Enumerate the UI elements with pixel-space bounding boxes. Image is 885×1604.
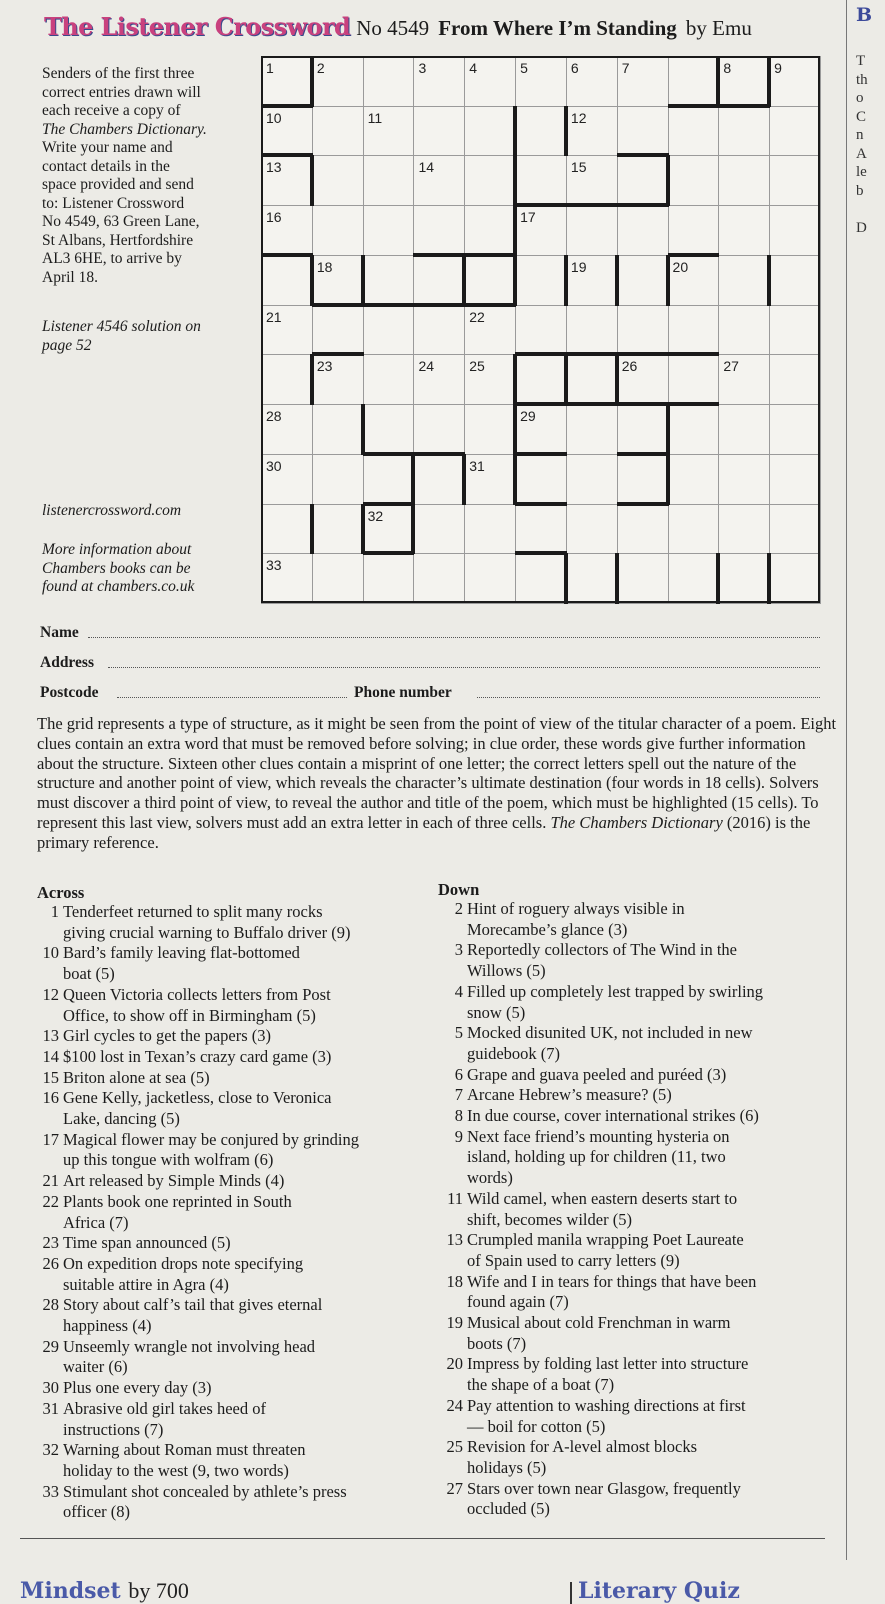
chambers-note-line: More information about xyxy=(42,541,192,558)
down-clue-7 xyxy=(441,1085,841,1106)
adjacent-text-fragment: A xyxy=(856,145,867,162)
clue-text: Warning about Roman must threaten xyxy=(63,1440,306,1460)
across-clue-1 xyxy=(37,902,437,943)
clue-text: officer (8) xyxy=(63,1502,131,1522)
clue-number-label: 7 xyxy=(454,1085,463,1105)
clue-text: Stars over town near Glasgow, frequently xyxy=(467,1478,741,1498)
clue-number: 29 xyxy=(520,408,536,425)
clue-text: boat (5) xyxy=(63,964,115,984)
puzzle-number: No 4549 xyxy=(356,16,430,40)
down-clue-6 xyxy=(441,1065,841,1086)
clue-text: of Spain used to carry letters (9) xyxy=(467,1250,680,1270)
clue-number: 15 xyxy=(570,159,587,176)
across-clues xyxy=(37,902,437,1523)
adjacent-text-fragment: n xyxy=(856,127,864,143)
clue-number-label: 14 xyxy=(42,1046,59,1066)
clue-number-label: 29 xyxy=(42,1336,59,1356)
preamble-dictionary: The Chambers Dictionary xyxy=(550,812,723,832)
clue-number: 5 xyxy=(520,60,528,76)
address-line: contact details in the xyxy=(42,157,170,175)
address-line: AL3 6HE, to arrive by xyxy=(42,250,182,267)
clue-text: Briton alone at sea (5) xyxy=(63,1067,210,1087)
postcode-label: Postcode xyxy=(40,684,99,701)
clue-number: 22 xyxy=(469,308,485,325)
across-clue-21 xyxy=(37,1171,437,1192)
puzzle-header xyxy=(44,12,752,41)
across-heading: Across xyxy=(37,883,85,902)
crossword-grid[interactable] xyxy=(261,56,820,603)
grid-frame xyxy=(261,56,820,603)
clue-number-label: 22 xyxy=(42,1191,59,1211)
clue-number-label: 9 xyxy=(454,1126,463,1146)
across-clue-17 xyxy=(37,1130,437,1171)
clue-text: Gene Kelly, jacketless, close to Veronica xyxy=(63,1088,332,1108)
clue-number: 25 xyxy=(469,358,485,375)
clue-text: Wild camel, when eastern deserts start to xyxy=(467,1188,738,1208)
footer-rule xyxy=(20,1538,825,1539)
across-clue-26 xyxy=(37,1254,437,1295)
footer-left-title: Mindset xyxy=(20,1578,121,1604)
phone-field[interactable] xyxy=(477,697,820,698)
phone-label: Phone number xyxy=(354,684,452,701)
clue-text: Stimulant shot concealed by athlete’s press xyxy=(63,1481,347,1501)
clue-number-label: 19 xyxy=(446,1313,463,1333)
clue-number-label: 18 xyxy=(446,1271,463,1291)
clue-text: Impress by folding last letter into structure xyxy=(467,1354,749,1374)
clue-text: Office, to show off in Birmingham (5) xyxy=(63,1005,316,1025)
clue-number-label: 30 xyxy=(42,1378,59,1398)
clue-number-label: 32 xyxy=(42,1440,59,1460)
clue-number-label: 3 xyxy=(454,940,463,960)
across-clue-14 xyxy=(37,1047,437,1068)
clue-number-label: 23 xyxy=(42,1233,59,1253)
solution-note xyxy=(42,318,252,355)
clue-number: 16 xyxy=(266,209,282,226)
clue-number: 26 xyxy=(621,358,638,375)
clue-number-label: 21 xyxy=(42,1171,59,1191)
down-clue-25 xyxy=(441,1437,841,1478)
clue-text: Revision for A-level almost blocks xyxy=(467,1437,698,1457)
clue-number: 17 xyxy=(520,209,536,226)
name-label: Name xyxy=(40,624,79,641)
address-line: St Albans, Hertfordshire xyxy=(42,231,194,249)
across-clue-33 xyxy=(37,1482,437,1523)
across-clue-32 xyxy=(37,1440,437,1481)
clue-number: 3 xyxy=(418,60,427,76)
puzzle-title: From Where I’m Standing xyxy=(438,16,677,40)
clue-number: 1 xyxy=(266,60,274,76)
address-field[interactable] xyxy=(108,667,820,668)
chambers-note-line: found at chambers.co.uk xyxy=(42,578,195,595)
clue-number: 20 xyxy=(672,258,689,275)
clue-text: Tenderfeet returned to split many rocks xyxy=(63,902,323,921)
clue-text: Magical flower may be conjured by grinding xyxy=(63,1129,359,1149)
across-clue-15 xyxy=(37,1068,437,1089)
clue-number-label: 26 xyxy=(42,1253,59,1273)
clue-text: Willows (5) xyxy=(467,961,546,981)
clue-number: 21 xyxy=(266,308,282,325)
clue-text: Filled up completely lest trapped by swirling xyxy=(467,981,764,1001)
address-line: April 18. xyxy=(42,268,98,286)
clue-number-label: 25 xyxy=(446,1437,463,1457)
down-clue-13 xyxy=(441,1230,841,1271)
clue-text: Mocked disunited UK, not included in new xyxy=(467,1023,753,1043)
clue-text: Wife and I in tears for things that have been xyxy=(467,1271,757,1291)
clue-number: 24 xyxy=(418,358,435,375)
clue-text: Plants book one reprinted in South xyxy=(63,1191,292,1211)
clue-number-label: 28 xyxy=(42,1295,59,1315)
clue-number: 12 xyxy=(570,109,587,126)
puzzle-preamble xyxy=(37,714,837,853)
clue-text: waiter (6) xyxy=(63,1357,128,1377)
down-clue-8 xyxy=(441,1106,841,1127)
clue-number-label: 16 xyxy=(42,1088,59,1108)
clue-number-label: 5 xyxy=(454,1023,463,1043)
across-clue-23 xyxy=(37,1233,437,1254)
clue-number-label: 6 xyxy=(454,1064,463,1084)
down-clue-19 xyxy=(441,1313,841,1354)
clue-number-label: 20 xyxy=(446,1354,463,1374)
clue-number-label: 12 xyxy=(42,984,59,1004)
clue-text: Pay attention to washing directions at first xyxy=(467,1395,746,1415)
clue-text: instructions (7) xyxy=(63,1419,164,1439)
clue-number: 10 xyxy=(266,109,282,126)
clue-number: 7 xyxy=(621,60,630,76)
across-clue-12 xyxy=(37,985,437,1026)
footer-literary-quiz: Literary Quiz xyxy=(578,1578,740,1604)
name-field[interactable] xyxy=(88,637,820,638)
clue-number: 14 xyxy=(418,159,435,176)
adjacent-text-fragment: C xyxy=(856,108,867,125)
adjacent-text-fragment: D xyxy=(856,219,867,236)
clue-number-label: 17 xyxy=(42,1129,59,1149)
clue-text: holidays (5) xyxy=(467,1457,547,1477)
down-clue-5 xyxy=(441,1023,841,1064)
adjacent-column-tag: B xyxy=(856,4,873,26)
clue-text: island, holding up for children (11, two xyxy=(467,1147,726,1167)
clue-text: Lake, dancing (5) xyxy=(63,1109,180,1129)
across-clue-29 xyxy=(37,1337,437,1378)
preamble-text: The grid represents a type of structure, as it might be seen from the point of view of the titular character of a poem. Eight clues contain an extra word that must be removed before solving; in clue order, these words give further information about the structure. Sixteen other clues contain a misprint of one letter; the correct letters spell out the nature of the structure and another point of view, which reveals the character’s ultimate destination (four words in 18 cells). Solvers must discover a third point of view, to reveal the author and title of the poem, which must be highlighted (15 cells). To represent this last view, solvers must add an extra letter in each of three cells. xyxy=(37,714,837,832)
clue-number-label: 13 xyxy=(42,1026,59,1046)
address-line: to: Listener Crossword xyxy=(42,194,185,212)
postcode-field[interactable] xyxy=(117,697,347,698)
clue-number: 18 xyxy=(316,258,333,275)
adjacent-text-fragment xyxy=(856,200,868,219)
footer-next-puzzle xyxy=(20,1578,189,1604)
clue-text: occluded (5) xyxy=(467,1499,550,1519)
address-line: No 4549, 63 Green Lane, xyxy=(42,213,200,230)
across-clue-31 xyxy=(37,1399,437,1440)
clue-number: 4 xyxy=(469,60,478,76)
down-clue-11 xyxy=(441,1189,841,1230)
down-clues xyxy=(441,899,841,1520)
down-heading: Down xyxy=(438,880,480,899)
adjacent-text-fragment: th xyxy=(856,71,868,88)
clue-number-label: 24 xyxy=(446,1395,463,1415)
clue-text: words) xyxy=(467,1168,513,1188)
clue-number-label: 27 xyxy=(446,1478,463,1498)
adjacent-column xyxy=(852,0,885,1600)
clue-text: $100 lost in Texan’s crazy card game (3) xyxy=(63,1046,332,1066)
adjacent-column-text xyxy=(856,52,868,237)
across-clue-10 xyxy=(37,943,437,984)
footer-left-byline: by 700 xyxy=(128,1578,189,1603)
clue-text: holiday to the west (9, two words) xyxy=(63,1460,289,1480)
prize-line: Senders of the first three xyxy=(42,65,195,82)
clue-number: 13 xyxy=(266,159,282,176)
adjacent-text-fragment: le xyxy=(856,164,867,180)
clue-text: Art released by Simple Minds (4) xyxy=(63,1171,285,1191)
clue-number: 2 xyxy=(316,60,325,76)
clue-number: 23 xyxy=(316,358,333,375)
down-clue-18 xyxy=(441,1272,841,1313)
adjacent-text-fragment: o xyxy=(856,90,864,106)
clue-text: happiness (4) xyxy=(63,1316,152,1336)
clue-text: Bard’s family leaving flat-bottomed xyxy=(63,943,300,963)
address-line: space provided and send xyxy=(42,176,194,193)
down-clue-2 xyxy=(441,899,841,940)
clue-text: Unseemly wrangle not involving head xyxy=(63,1336,316,1356)
clue-number: 11 xyxy=(367,109,383,126)
down-clue-20 xyxy=(441,1354,841,1395)
clue-text: snow (5) xyxy=(467,1002,526,1022)
clue-text: Morecambe’s glance (3) xyxy=(467,919,628,939)
clue-text: boots (7) xyxy=(467,1333,527,1353)
clue-text: Musical about cold Frenchman in warm xyxy=(467,1313,731,1333)
clue-number: 6 xyxy=(570,60,579,76)
clue-number: 32 xyxy=(367,507,384,524)
across-clue-30 xyxy=(37,1378,437,1399)
preamble-text-end: (2016) is the primary reference. xyxy=(37,812,811,852)
clue-text: Story about calf’s tail that gives eternal xyxy=(63,1295,323,1315)
clue-text: On expedition drops note specifying xyxy=(63,1253,304,1273)
prize-line: correct entries drawn will xyxy=(42,83,201,101)
clue-text: Crumpled manila wrapping Poet Laureate xyxy=(467,1230,744,1250)
clue-number-label: 13 xyxy=(446,1230,463,1250)
clue-text: suitable attire in Agra (4) xyxy=(63,1274,229,1294)
clue-text: In due course, cover international strikes (6) xyxy=(467,1106,759,1126)
clue-text: Plus one every day (3) xyxy=(63,1378,212,1398)
down-clue-3 xyxy=(441,940,841,981)
address-label: Address xyxy=(40,654,94,671)
across-clue-22 xyxy=(37,1192,437,1233)
clue-text: Time span announced (5) xyxy=(63,1233,231,1253)
adjacent-text-fragment: T xyxy=(856,53,866,69)
clue-number-label: 2 xyxy=(454,899,463,918)
solution-note-line: page 52 xyxy=(42,336,92,354)
chambers-note xyxy=(42,541,252,597)
adjacent-text-fragment: b xyxy=(856,182,864,199)
clue-number: 28 xyxy=(266,408,282,425)
clue-text: Abrasive old girl takes heed of xyxy=(63,1398,266,1418)
clue-text: Grape and guava peeled and puréed (3) xyxy=(467,1064,727,1084)
prize-line: each receive a copy of xyxy=(42,102,181,119)
clue-number: 27 xyxy=(723,358,739,375)
down-clue-27 xyxy=(441,1479,841,1520)
clue-text: Hint of roguery always visible in xyxy=(467,899,685,918)
clue-number: 31 xyxy=(469,457,485,474)
solution-note-line: Listener 4546 solution on xyxy=(42,318,201,335)
clue-text: Arcane Hebrew’s measure? (5) xyxy=(467,1085,672,1105)
clue-number: 9 xyxy=(774,60,782,76)
across-clue-13 xyxy=(37,1026,437,1047)
clue-text: Reportedly collectors of The Wind in the xyxy=(467,940,737,960)
down-clue-4 xyxy=(441,982,841,1023)
clue-text: Queen Victoria collects letters from Post xyxy=(63,984,331,1004)
clue-number-label: 8 xyxy=(454,1106,463,1126)
clue-number-label: 10 xyxy=(42,943,59,963)
brand-logo: The Listener Crossword xyxy=(44,12,351,41)
clue-number: 30 xyxy=(266,457,282,474)
clue-text: Next face friend’s mounting hysteria on xyxy=(467,1126,730,1146)
clue-number: 8 xyxy=(723,60,732,76)
clue-number-label: 1 xyxy=(50,902,59,921)
clue-text: shift, becomes wilder (5) xyxy=(467,1209,632,1229)
across-clue-28 xyxy=(37,1295,437,1336)
clue-text: found again (7) xyxy=(467,1292,569,1312)
clue-text: the shape of a boat (7) xyxy=(467,1375,615,1395)
address-line: Write your name and xyxy=(42,139,173,156)
clue-text: giving crucial warning to Buffalo driver (9) xyxy=(63,922,351,942)
dictionary-title: The Chambers Dictionary. xyxy=(42,120,207,138)
clue-number-label: 4 xyxy=(454,981,463,1001)
down-clue-24 xyxy=(441,1396,841,1437)
clue-text: — boil for cotton (5) xyxy=(467,1416,606,1436)
setter-byline: by Emu xyxy=(685,16,752,40)
prize-info xyxy=(42,65,252,287)
clue-text: Girl cycles to get the papers (3) xyxy=(63,1026,272,1046)
column-divider xyxy=(846,0,847,1560)
clue-text: guidebook (7) xyxy=(467,1043,561,1063)
down-clue-9 xyxy=(441,1127,841,1189)
clue-number-label: 33 xyxy=(42,1481,59,1501)
clue-number-label: 15 xyxy=(42,1067,59,1087)
clue-number-label: 31 xyxy=(42,1398,59,1418)
clue-text: up this tongue with wolfram (6) xyxy=(63,1150,274,1170)
clue-number: 19 xyxy=(570,258,587,275)
across-clue-16 xyxy=(37,1088,437,1129)
website-link[interactable]: listenercrossword.com xyxy=(42,502,182,519)
chambers-note-line: Chambers books can be xyxy=(42,559,191,577)
clue-number-label: 11 xyxy=(447,1188,463,1208)
clue-number: 33 xyxy=(266,557,282,574)
clue-text: Africa (7) xyxy=(63,1212,129,1232)
